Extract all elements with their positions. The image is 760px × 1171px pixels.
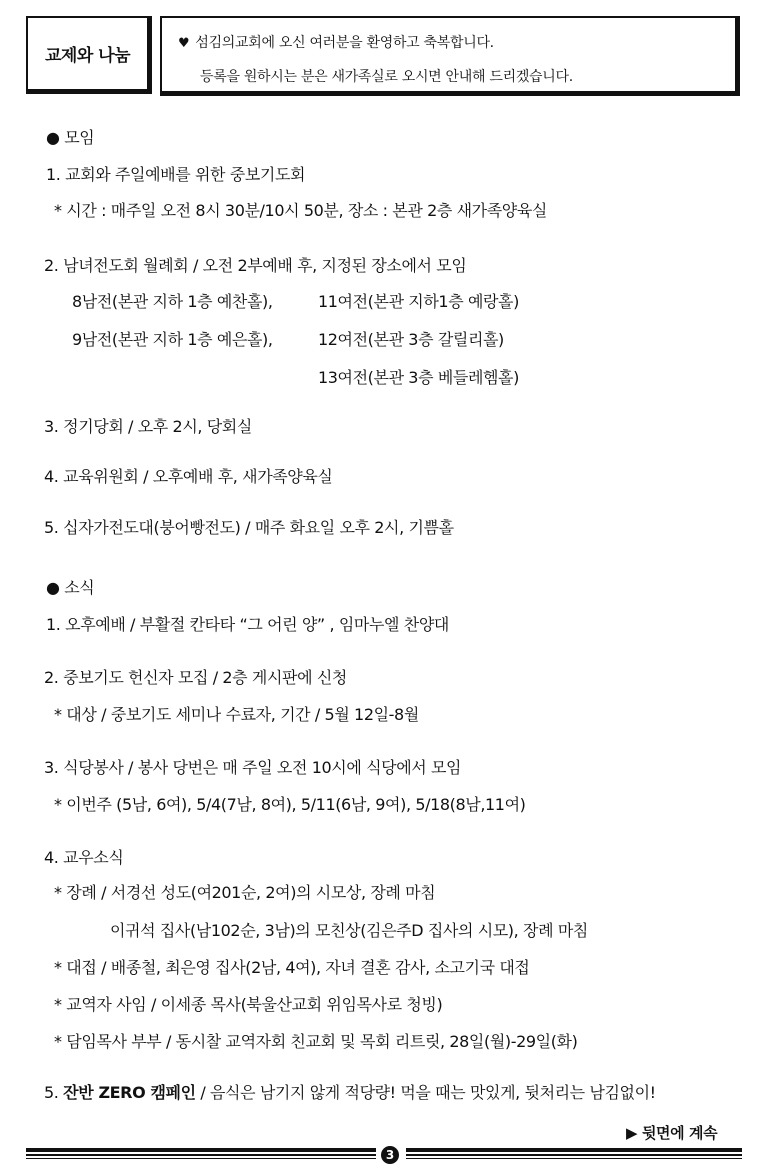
news-detail: * 장례 / 서경선 성도(여201순, 2여)의 시모상, 장례 마침 bbox=[54, 883, 436, 902]
meeting-detail: 12여전(본관 3층 갈릴리홀) bbox=[318, 330, 504, 349]
news-detail: * 대접 / 배종철, 최은영 집사(2남, 4여), 자녀 결혼 감사, 소고기국 대접 bbox=[54, 958, 530, 977]
meeting-item: 2. 남녀전도회 월례회 / 오전 2부예배 후, 지정된 장소에서 모임 bbox=[44, 256, 467, 275]
section-title: 교제와 나눔 bbox=[26, 16, 152, 94]
footer-rule-right bbox=[406, 1148, 742, 1161]
campaign-text: / 음식은 남기지 않게 적당량! 먹을 때는 맛있게, 뒷처리는 남김없이! bbox=[195, 1083, 656, 1102]
news-detail: * 이번주 (5남, 6여), 5/4(7남, 8여), 5/11(6남, 9여), 5/18(8남,11여) bbox=[54, 795, 526, 814]
meeting-item: 1. 교회와 주일예배를 위한 중보기도회 bbox=[46, 165, 306, 184]
news-heading: ● 소식 bbox=[46, 578, 95, 597]
meeting-detail: * 시간 : 매주일 오전 8시 30분/10시 50분, 장소 : 본관 2층 새가족양육실 bbox=[54, 201, 547, 220]
news-detail: * 교역자 사임 / 이세종 목사(북울산교회 위임목사로 청빙) bbox=[54, 995, 443, 1014]
news-item: 1. 오후예배 / 부활절 칸타타 “그 어린 양” , 임마누엘 찬양대 bbox=[46, 615, 449, 634]
meeting-item: 4. 교육위원회 / 오후예배 후, 새가족양육실 bbox=[44, 467, 333, 486]
news-item: 2. 중보기도 헌신자 모집 / 2층 게시판에 신청 bbox=[44, 668, 347, 687]
news-item: 3. 식당봉사 / 봉사 당번은 매 주일 오전 10시에 식당에서 모임 bbox=[44, 758, 462, 777]
campaign-title: 잔반 ZERO 캠페인 bbox=[63, 1083, 196, 1102]
page-number: 3 bbox=[381, 1146, 399, 1164]
heart-icon: ♥ bbox=[178, 36, 190, 51]
meeting-detail: 11여전(본관 지하1층 예랑홀) bbox=[318, 292, 519, 311]
meeting-item: 3. 정기당회 / 오후 2시, 당회실 bbox=[44, 417, 252, 436]
registration-text: 등록을 원하시는 분은 새가족실로 오시면 안내해 드리겠습니다. bbox=[200, 69, 573, 85]
news-detail: * 담임목사 부부 / 동시찰 교역자회 친교회 및 목회 리트릿, 28일(월)-29일(화) bbox=[54, 1032, 578, 1051]
news-detail: 이귀석 집사(남102순, 3남)의 모친상(김은주D 집사의 시모), 장례 마침 bbox=[110, 921, 588, 940]
news-detail: * 대상 / 중보기도 세미나 수료자, 기간 / 5월 12일-8월 bbox=[54, 705, 419, 724]
campaign-line bbox=[44, 1080, 656, 1103]
campaign-number: 5. bbox=[44, 1083, 64, 1102]
continue-note: ▶ 뒷면에 계속 bbox=[626, 1124, 718, 1142]
news-item: 4. 교우소식 bbox=[44, 848, 124, 867]
meeting-detail: 13여전(본관 3층 베들레헴홀) bbox=[318, 368, 519, 387]
meeting-item: 5. 십자가전도대(붕어빵전도) / 매주 화요일 오후 2시, 기쁨홀 bbox=[44, 518, 454, 537]
footer-rule-left bbox=[26, 1148, 376, 1161]
welcome-line bbox=[178, 32, 494, 52]
meeting-detail: 8남전(본관 지하 1층 예찬홀), bbox=[72, 292, 273, 311]
meeting-detail: 9남전(본관 지하 1층 예은홀), bbox=[72, 330, 273, 349]
welcome-box bbox=[160, 16, 740, 96]
meetings-heading: ● 모임 bbox=[46, 128, 95, 147]
welcome-text: 섬김의교회에 오신 여러분을 환영하고 축복합니다. bbox=[195, 35, 494, 51]
